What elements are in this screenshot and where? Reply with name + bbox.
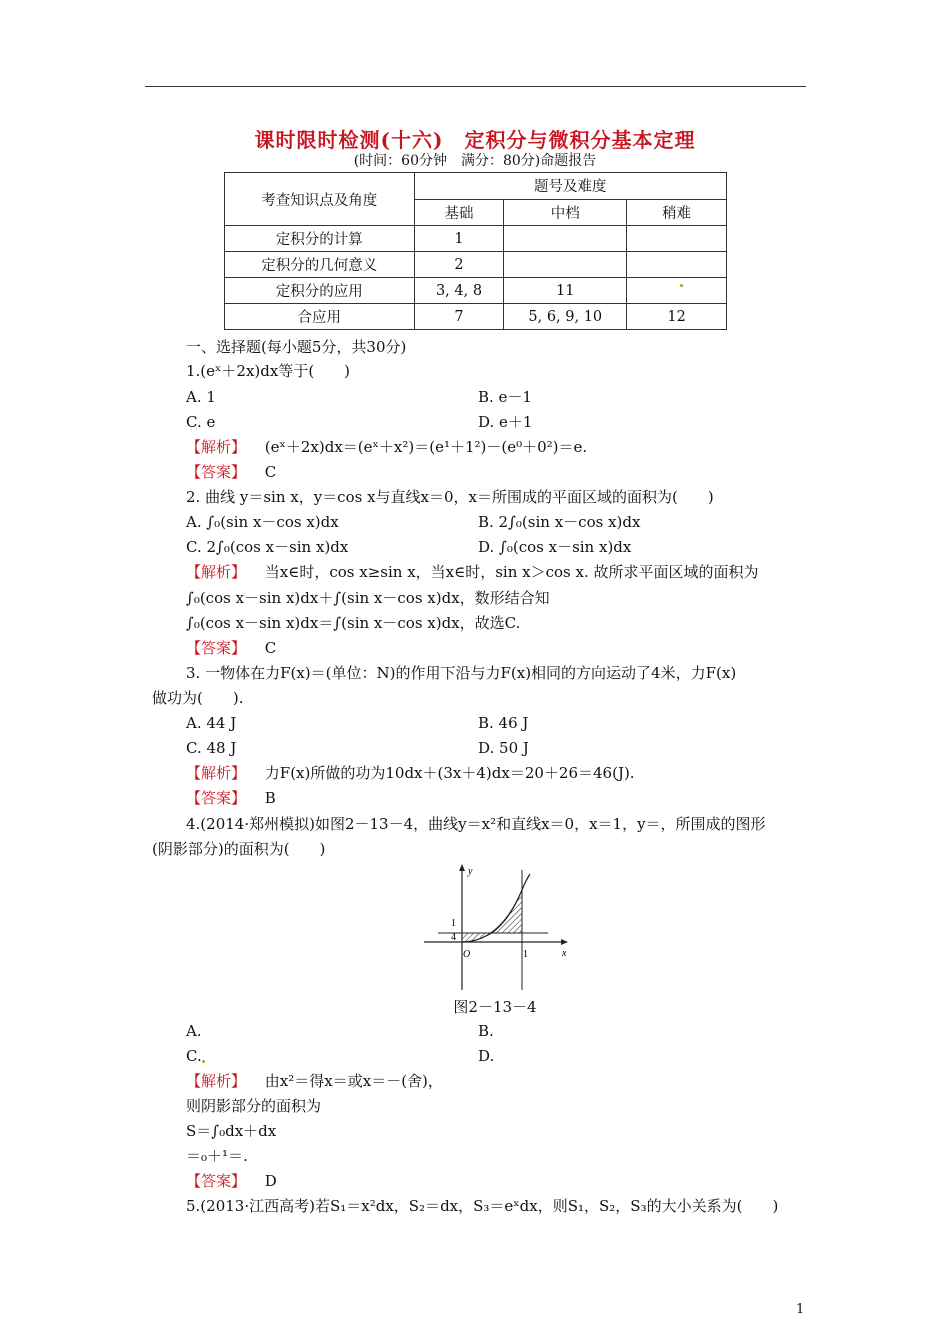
q1-option-a: A. 1 [186, 388, 216, 406]
row-hard [627, 278, 727, 304]
q2-option-b: B. 2∫₀(sin x－cos x)dx [478, 513, 641, 531]
q4-option-c: C. [186, 1047, 202, 1065]
row-mid [504, 226, 627, 252]
section-heading: 一、选择题(每小题5分，共30分) [186, 338, 407, 356]
q2-option-c: C. 2∫₀(cos x－sin x)dx [186, 538, 349, 556]
q1-option-d: D. e＋1 [478, 413, 533, 431]
table-corner: 考查知识点及角度 [225, 173, 415, 226]
q2-answer: C [264, 639, 277, 657]
q3-option-c: C. 48 J [186, 739, 237, 757]
q4-figure [420, 862, 570, 994]
y-axis-arrow [459, 864, 465, 871]
header-rule [145, 86, 806, 87]
report-table [224, 172, 727, 330]
table-row [225, 226, 727, 252]
y-label: y [468, 866, 473, 877]
x-one-label: 1 [523, 949, 528, 960]
analysis-label: 【解析】 [186, 764, 247, 782]
analysis-label: 【解析】 [186, 1072, 247, 1090]
table-group-header: 题号及难度 [414, 173, 726, 200]
q4-option-a: A. [186, 1022, 202, 1040]
q4-analysis-line3: S＝∫₀dx＋dx [186, 1122, 277, 1140]
q3-stem: 3. 一物体在力F(x)＝(单位：N)的作用下沿与力F(x)相同的方向运动了4米，力F(x) [186, 664, 737, 682]
level-hard: 稍难 [627, 199, 727, 226]
answer-label: 【答案】 [186, 639, 247, 657]
page-subtitle: (时间：60分钟 满分：80分)命题报告 [353, 153, 597, 169]
q4-stem: 4.(2014·郑州模拟)如图2－13－4，曲线y＝x²和直线x＝0，x＝1，y＝，所围成的图形 [186, 815, 766, 833]
q3-option-a: A. 44 J [186, 714, 237, 732]
q1-option-c: C. e [186, 413, 216, 431]
fraction-numerator: 1 [451, 918, 456, 929]
row-basic: 1 [414, 226, 504, 252]
q1-stem: 1.(eˣ＋2x)dx等于( ) [186, 362, 351, 380]
q2-option-d: D. ∫₀(cos x－sin x)dx [478, 538, 632, 556]
q4-option-b: B. [478, 1022, 494, 1040]
q4-option-d: D. [478, 1047, 495, 1065]
x-label: x [562, 948, 567, 959]
q1-option-b: B. e－1 [478, 388, 532, 406]
level-basic: 基础 [414, 199, 504, 226]
table-row [225, 278, 727, 304]
row-basic: 3, 4, 8 [414, 278, 504, 304]
q4-stem-line2: (阴影部分)的面积为( ) [152, 840, 326, 858]
page-number: 1 [796, 1302, 805, 1317]
q2-analysis-line2: ∫₀(cos x－sin x)dx＋∫(sin x－cos x)dx，数形结合知 [186, 589, 550, 607]
q2-analysis: 当x∈时，cos x≥sin x，当x∈时，sin x＞cos x. 故所求平面区域的面积为 [264, 563, 759, 581]
page-title: 课时限时检测(十六) 定积分与微积分基本定理 [254, 128, 696, 152]
row-basic: 2 [414, 252, 504, 278]
q1-answer: C [264, 463, 277, 481]
q2-analysis-line3: ∫₀(cos x－sin x)dx＝∫(sin x－cos x)dx，故选C. [186, 614, 521, 632]
stray-dot [202, 1060, 205, 1063]
q1-analysis: (eˣ＋2x)dx＝(eˣ＋x²)＝(e¹＋1²)－(e⁰＋0²)＝e. [264, 438, 588, 456]
x-axis-arrow [561, 939, 568, 945]
row-topic: 合应用 [225, 304, 415, 330]
row-basic: 7 [414, 304, 504, 330]
row-topic: 定积分的几何意义 [225, 252, 415, 278]
q2-option-a: A. ∫₀(sin x－cos x)dx [186, 513, 339, 531]
analysis-label: 【解析】 [186, 563, 247, 581]
answer-label: 【答案】 [186, 789, 247, 807]
shaded-region-right [492, 890, 522, 933]
q3-option-d: D. 50 J [478, 739, 529, 757]
row-mid [504, 252, 627, 278]
row-topic: 定积分的计算 [225, 226, 415, 252]
row-hard [627, 226, 727, 252]
q3-answer: B [264, 789, 276, 807]
q4-answer: D [264, 1172, 277, 1190]
origin-label: O [463, 949, 471, 960]
fraction-denominator: 4 [451, 932, 456, 943]
q4-analysis: 由x²＝得x＝或x＝－(舍)， [264, 1072, 443, 1090]
level-mid: 中档 [504, 199, 627, 226]
answer-label: 【答案】 [186, 463, 247, 481]
shaded-region-left [462, 933, 492, 942]
row-mid: 11 [504, 278, 627, 304]
answer-label: 【答案】 [186, 1172, 247, 1190]
q3-analysis: 力F(x)所做的功为10dx＋(3x＋4)dx＝20＋26＝46(J). [264, 764, 635, 782]
row-hard [627, 252, 727, 278]
q3-stem-line2: 做功为( ). [152, 689, 244, 707]
figure-caption: 图2－13－4 [453, 998, 537, 1016]
q3-option-b: B. 46 J [478, 714, 529, 732]
q4-analysis-line4: ＝₀＋¹＝. [186, 1147, 248, 1165]
row-hard: 12 [627, 304, 727, 330]
stray-dot [680, 284, 683, 287]
table-row [225, 304, 727, 330]
analysis-label: 【解析】 [186, 438, 247, 456]
q2-stem: 2. 曲线 y＝sin x，y＝cos x与直线x＝0，x＝所围成的平面区域的面积为( ) [186, 488, 714, 506]
q5-stem: 5.(2013·江西高考)若S₁＝x²dx，S₂＝dx，S₃＝eˣdx，则S₁，S₂，S₃的大小关系为( ) [186, 1197, 779, 1215]
table-row [225, 252, 727, 278]
q4-analysis-line2: 则阴影部分的面积为 [186, 1097, 322, 1115]
row-mid: 5, 6, 9, 10 [504, 304, 627, 330]
row-topic: 定积分的应用 [225, 278, 415, 304]
